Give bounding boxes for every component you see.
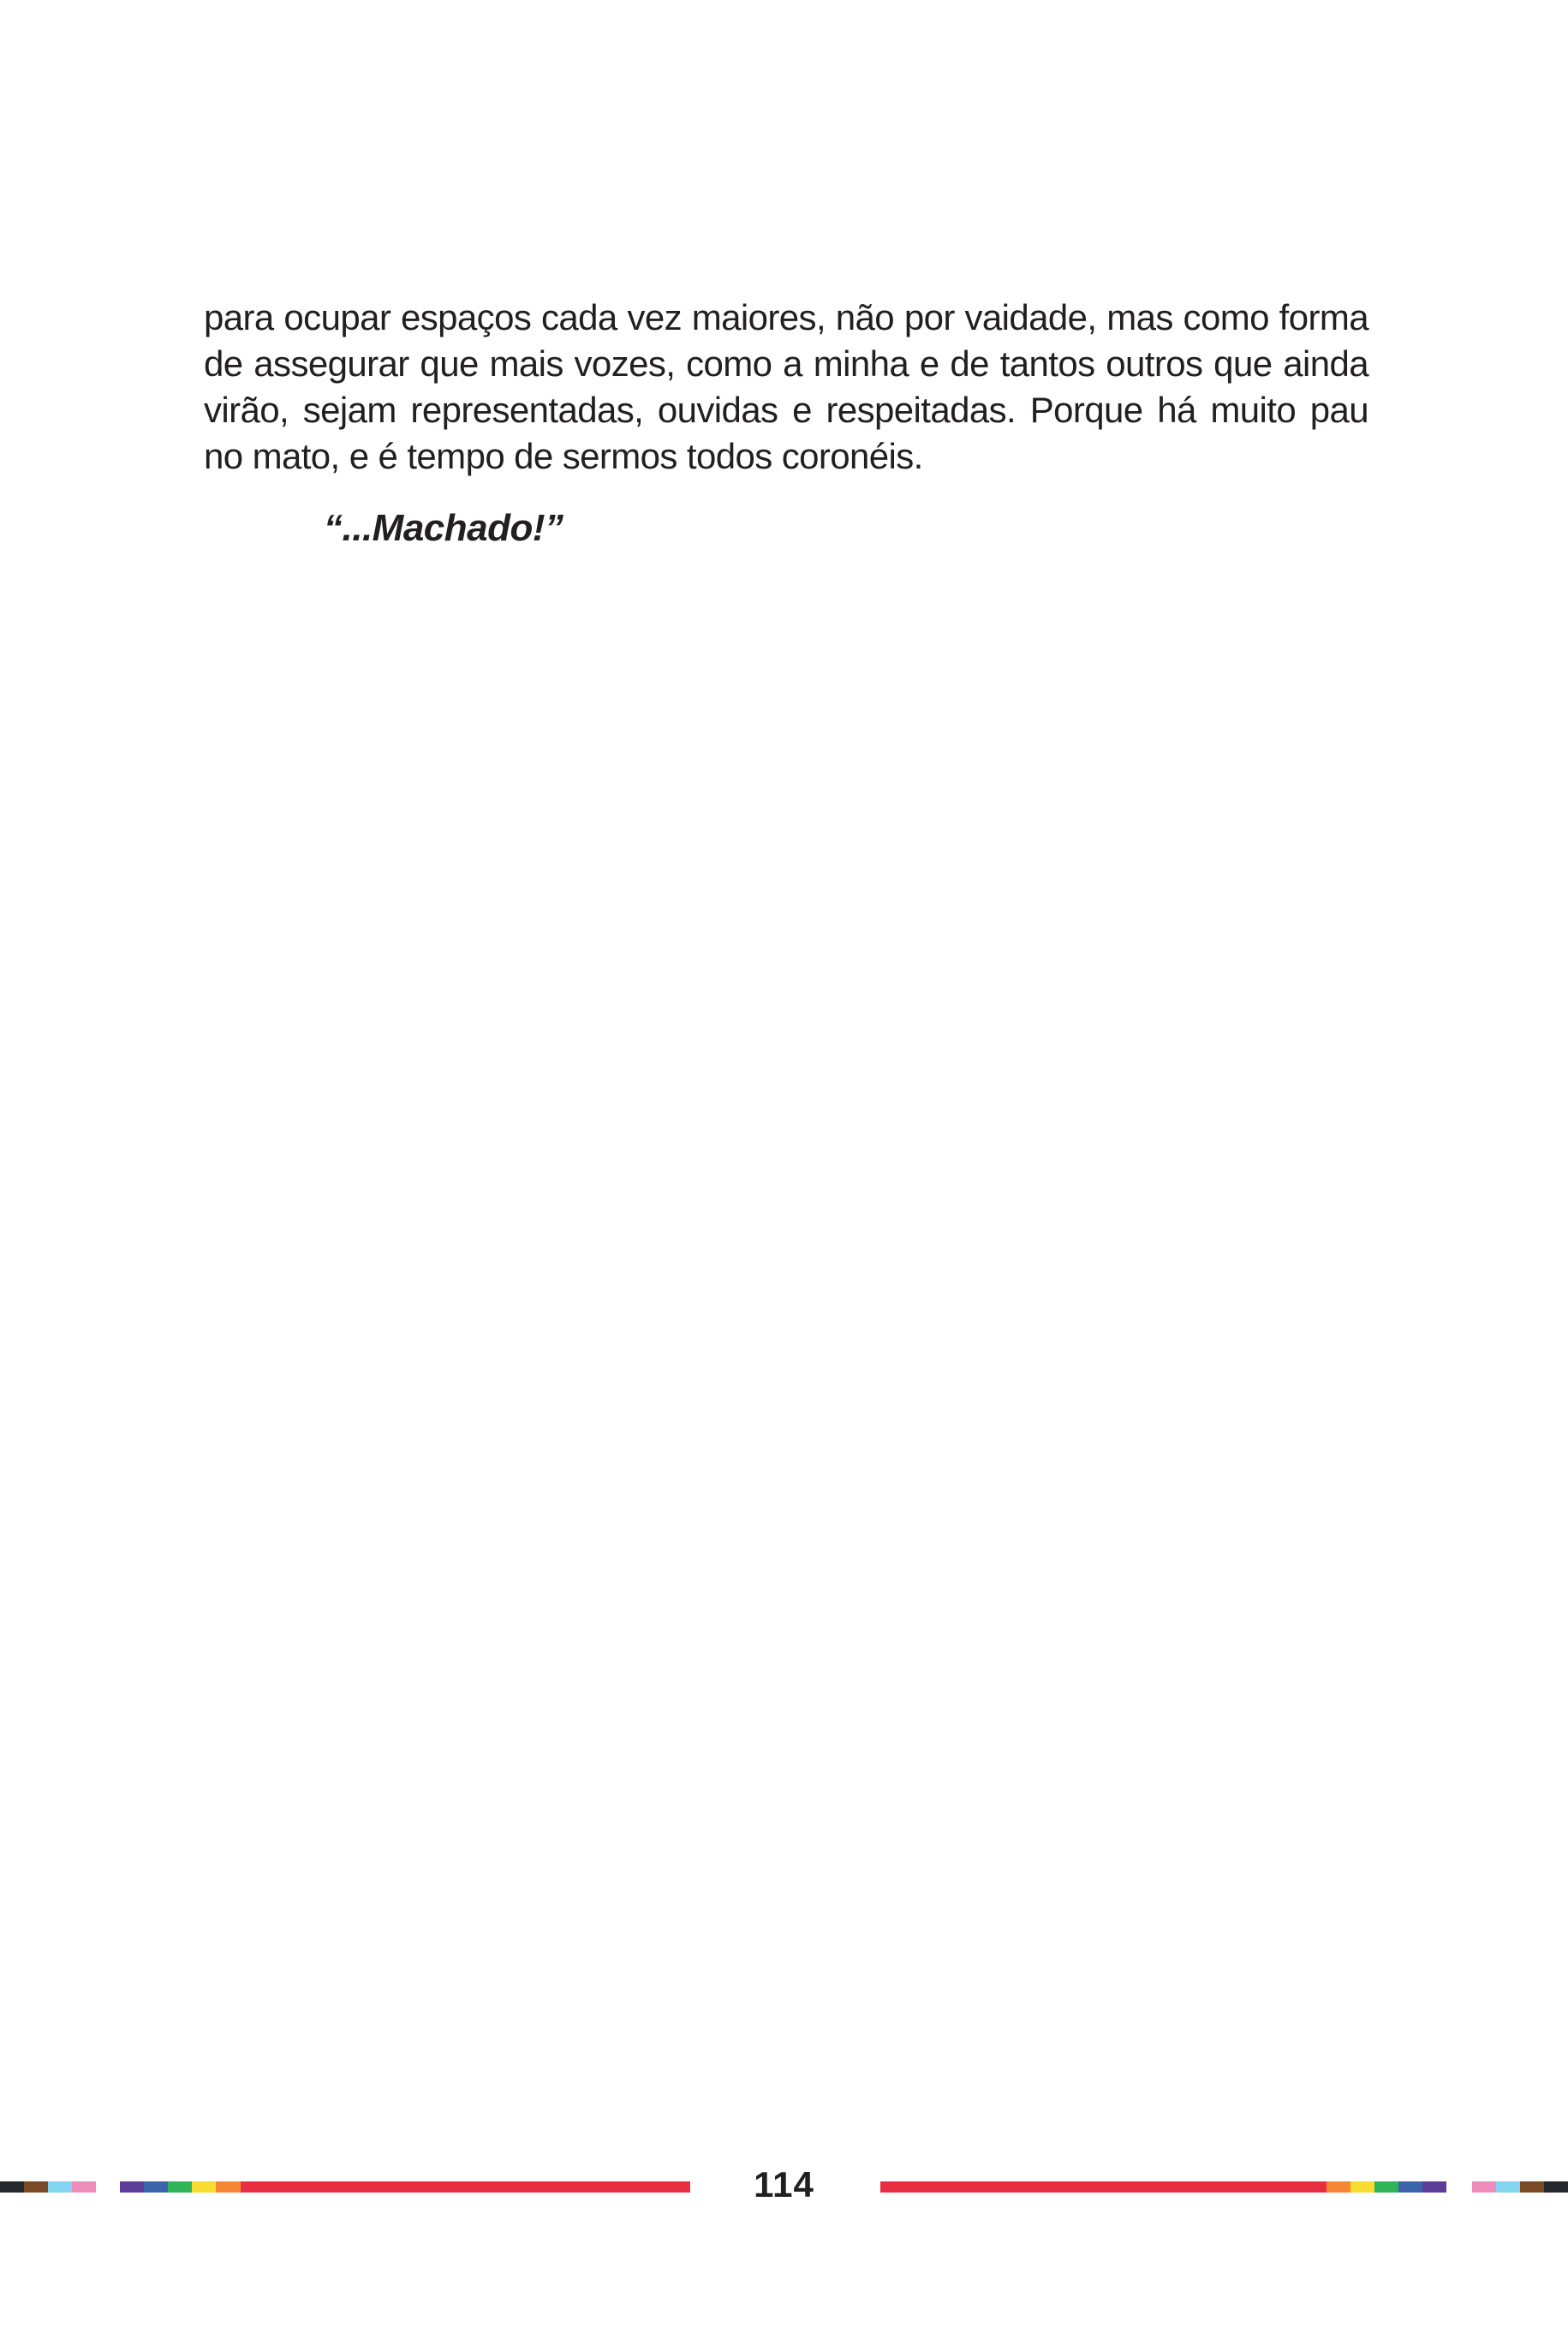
page-content xyxy=(204,295,1368,550)
page-footer xyxy=(0,2164,1568,2207)
pride-stripes-right xyxy=(880,2181,1568,2193)
red-stripe xyxy=(241,2181,690,2193)
spacer-stripe xyxy=(1446,2181,1472,2193)
body-paragraph: para ocupar espaços cada vez maiores, não por vaidade, mas como forma de assegurar que mais vozes, como a minha e de tantos outros que ainda virão, sejam representadas, ouvidas e respeitadas. Porque há muito pau no mato, e é tempo de sermos todos coronéis. xyxy=(204,297,1368,476)
purple-stripe xyxy=(1422,2181,1446,2193)
pink-stripe xyxy=(72,2181,96,2193)
pride-stripes-left xyxy=(0,2181,690,2193)
orange-stripe xyxy=(216,2181,241,2193)
green-stripe xyxy=(1374,2181,1398,2193)
brown-stripe xyxy=(24,2181,48,2193)
spacer-stripe xyxy=(96,2181,120,2193)
green-stripe xyxy=(168,2181,192,2193)
page-number: 114 xyxy=(754,2164,814,2205)
blue-stripe xyxy=(1398,2181,1422,2193)
orange-stripe xyxy=(1327,2181,1350,2193)
yellow-stripe xyxy=(1350,2181,1374,2193)
yellow-stripe xyxy=(192,2181,216,2193)
light-blue-stripe xyxy=(48,2181,72,2193)
blue-stripe xyxy=(144,2181,168,2193)
black-stripe xyxy=(0,2181,24,2193)
purple-stripe xyxy=(120,2181,144,2193)
light-blue-stripe xyxy=(1496,2181,1520,2193)
quote-line: “...Machado!” xyxy=(324,507,563,549)
red-stripe xyxy=(880,2181,1327,2193)
pink-stripe xyxy=(1472,2181,1496,2193)
black-stripe xyxy=(1544,2181,1568,2193)
brown-stripe xyxy=(1520,2181,1544,2193)
